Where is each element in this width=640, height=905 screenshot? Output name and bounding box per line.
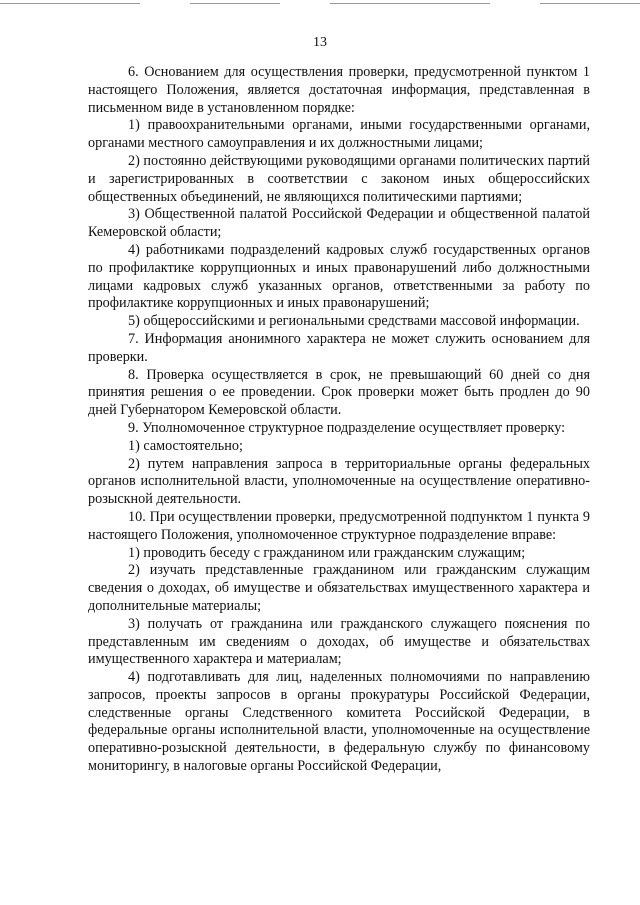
paragraph-10: 10. При осуществлении проверки, предусмотренной подпунктом 1 пункта 9 настоящего Положения, уполномоченное структурное подразделение вправе:: [88, 508, 590, 543]
paragraph-6-item-2: 2) постоянно действующими руководящими органами политических партий и зарегистрированных в соответствии с законом иных общероссийских общественных объединений, не являющихся политическими партиями;: [88, 152, 590, 205]
paragraph-9-item-2: 2) путем направления запроса в территориальные органы федеральных органов исполнительной власти, уполномоченные на осуществление оперативно-розыскной деятельности.: [88, 455, 590, 508]
paragraph-10-item-4: 4) подготавливать для лиц, наделенных полномочиями по направлению запросов, проекты запросов в органы прокуратуры Российской Федерации, следственные органы Следственного комитета Российской Федерации, в федеральные органы исполнительной власти, уполномоченные на осуществление оперативно-розыскной деятельности, в федеральную службу по финансовому мониторингу, в налоговые органы Российской Федерации,: [88, 669, 590, 775]
paragraph-10-item-2: 2) изучать представленные гражданином или гражданским служащим сведения о доходах, об имуществе и обязательствах имущественного характера и дополнительные материалы;: [88, 562, 590, 614]
paragraph-10-item-1: 1) проводить беседу с гражданином или гражданским служащим;: [128, 544, 526, 561]
paragraph-7: 7. Информация анонимного характера не может служить основанием для проверки.: [88, 330, 590, 365]
paragraph-6-item-4: 4) работниками подразделений кадровых служб государственных органов по профилактике коррупционных и иных правонарушений либо должностными лицами кадровых служб указанных органов, ответственными за работу по профилактике коррупционных и иных правонарушений;: [88, 241, 590, 312]
paragraph-9-item-1: 1) самостоятельно;: [128, 437, 243, 454]
paragraph-6-item-3: 3) Общественной палатой Российской Федерации и общественной палатой Кемеровской области;: [88, 206, 590, 241]
paragraph-6: 6. Основанием для осуществления проверки, предусмотренной пунктом 1 настоящего Положения, является достаточная информация, представленная в письменном виде в установленном порядке:: [88, 64, 590, 116]
paragraph-8: 8. Проверка осуществляется в срок, не превышающий 60 дней со дня принятия решения о ее проведении. Срок проверки может быть продлен до 90 дней Губернатором Кемеровской области.: [88, 366, 590, 419]
paragraph-6-item-1: 1) правоохранительными органами, иными государственными органами, органами местного самоуправления и их должностными лицами;: [88, 117, 590, 152]
scan-edge-lines: [0, 0, 640, 8]
paragraph-9: 9. Уполномоченное структурное подразделение осуществляет проверку:: [128, 419, 566, 436]
document-body: [88, 64, 590, 776]
paragraph-10-item-3: 3) получать от гражданина или гражданского служащего пояснения по представленным им сведениям о доходах, об имуществе и обязательствах имущественного характера и материалам;: [88, 615, 590, 668]
paragraph-6-item-5: 5) общероссийскими и региональными средствами массовой информации.: [128, 313, 580, 330]
page-number: 13: [313, 35, 327, 50]
